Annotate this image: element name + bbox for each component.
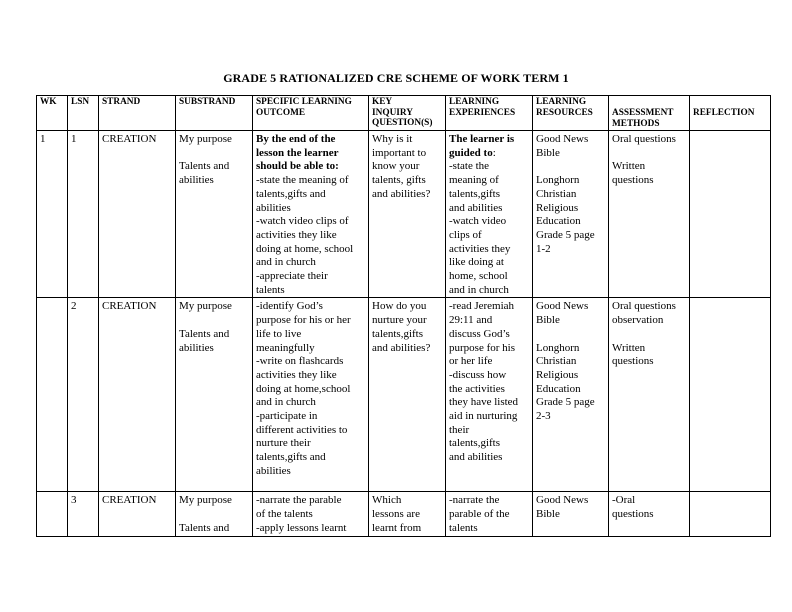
- cell-line: their: [449, 423, 470, 436]
- cell-line: questions: [612, 355, 654, 368]
- cell-line: activities they like: [256, 368, 337, 381]
- cell-line: 1-2: [536, 242, 551, 255]
- cell-assessment-methods: [609, 131, 690, 298]
- cell-strand: CREATION: [99, 298, 176, 492]
- cell-line: important to: [372, 146, 427, 159]
- header-reflection: REFLECTION: [690, 96, 771, 131]
- cell-line: Which: [372, 494, 402, 507]
- page-title: GRADE 5 RATIONALIZED CRE SCHEME OF WORK TERM 1: [223, 71, 569, 85]
- cell-line: the activities: [449, 382, 505, 395]
- header-text: SPECIFIC LEARNING: [256, 97, 352, 107]
- cell-line: Religious: [536, 368, 579, 381]
- cell-line: abilities: [179, 174, 214, 187]
- cell-line: My purpose: [179, 300, 232, 313]
- cell-wk: 1: [37, 131, 68, 298]
- cell-line: of the talents: [256, 508, 313, 521]
- cell-line: Education: [536, 382, 581, 395]
- cell-line: and abilities: [449, 201, 503, 214]
- cell-learning-resources: [533, 131, 609, 298]
- cell-line: observation: [612, 314, 664, 327]
- cell-line: learnt from: [372, 521, 422, 534]
- header-learning-experiences: [446, 96, 533, 131]
- cell-line: Grade 5 page: [536, 396, 595, 409]
- cell-learning-experiences: [446, 492, 533, 536]
- header-specific-learning-outcome: [253, 96, 369, 131]
- cell-learning-experiences: [446, 131, 533, 298]
- cell-line: activities they like: [256, 228, 337, 241]
- cell-line: Talents and: [179, 327, 230, 340]
- cell-line: -watch video clips of: [256, 215, 349, 228]
- cell-line: -Oral: [612, 494, 636, 507]
- table-row: [37, 131, 771, 298]
- header-text: OUTCOME: [256, 107, 306, 118]
- cell-line: The learner is: [449, 133, 515, 145]
- cell-learning-resources: [533, 298, 609, 492]
- header-learning-resources: [533, 96, 609, 131]
- cell-line: home, school: [449, 270, 508, 283]
- cell-learning-resources: [533, 492, 609, 536]
- cell-line: questions: [612, 174, 654, 187]
- cell-line: talents,gifts: [372, 327, 424, 340]
- cell-line: Oral questions: [612, 133, 676, 145]
- header-text: LEARNING: [449, 97, 500, 107]
- cell-bold-text: guided to: [449, 146, 493, 159]
- cell-assessment-methods: [609, 492, 690, 536]
- cell-line: Written: [612, 160, 646, 173]
- cell-line: lessons are: [372, 508, 420, 521]
- cell-specific-learning-outcome: [253, 298, 369, 492]
- cell-line: meaning of: [449, 174, 499, 187]
- header-text: QUESTION(S): [372, 118, 433, 129]
- cell-line: Good News: [536, 300, 589, 313]
- cell-line: Christian: [536, 187, 577, 200]
- header-text: METHODS: [612, 118, 660, 129]
- cell-line: -read Jeremiah: [449, 300, 515, 313]
- cell-line: 2-3: [536, 410, 551, 423]
- cell-line: talents: [449, 521, 478, 534]
- cell-line: abilities: [256, 201, 291, 214]
- cell-line: Written: [612, 341, 646, 354]
- cell-line: and in church: [256, 256, 316, 269]
- cell-line: [449, 147, 529, 161]
- cell-line: Longhorn: [536, 174, 580, 187]
- cell-line: How do you: [372, 300, 427, 313]
- cell-line: Bible: [536, 314, 560, 327]
- header-lsn: LSN: [68, 96, 99, 131]
- cell-line: abilities: [179, 341, 214, 354]
- header-row: [37, 96, 771, 131]
- cell-line: purpose for his or her: [256, 314, 351, 327]
- cell-line: -write on flashcards: [256, 355, 344, 368]
- cell-line: activities they: [449, 242, 511, 255]
- cell-key-inquiry-question: [369, 298, 446, 492]
- cell-line: talents,gifts and: [256, 451, 326, 464]
- cell-line: and in church: [449, 283, 509, 296]
- cell-line: and abilities?: [372, 187, 431, 200]
- cell-line: Good News: [536, 494, 589, 507]
- cell-line: Religious: [536, 201, 579, 214]
- cell-reflection: [690, 131, 771, 298]
- cell-line: like doing at: [449, 256, 504, 269]
- cell-reflection: [690, 492, 771, 536]
- header-key-inquiry-questions: [369, 96, 446, 131]
- cell-line: -identify God’s: [256, 300, 323, 313]
- header-assessment-methods: [609, 96, 690, 131]
- cell-line: meaningfully: [256, 341, 315, 354]
- cell-line: 29:11 and: [449, 314, 493, 327]
- cell-line: nurture your: [372, 314, 427, 327]
- header-text: INQUIRY: [372, 107, 413, 118]
- cell-line: -narrate the parable: [256, 494, 342, 507]
- cell-text: :: [492, 146, 496, 159]
- cell-line: talents, gifts: [372, 174, 426, 187]
- cell-substrand: [176, 492, 253, 536]
- cell-line: -participate in: [256, 410, 318, 423]
- cell-specific-learning-outcome: [253, 131, 369, 298]
- cell-line: they have listed: [449, 396, 519, 409]
- cell-line: -appreciate their: [256, 270, 328, 283]
- cell-line: Christian: [536, 355, 577, 368]
- cell-line: lesson the learner: [256, 146, 339, 159]
- cell-line: -state the: [449, 160, 490, 173]
- cell-line: nurture their: [256, 437, 311, 450]
- cell-substrand: [176, 298, 253, 492]
- header-text: LEARNING: [536, 97, 587, 107]
- cell-line: -discuss how: [449, 368, 507, 381]
- cell-line: discuss God’s: [449, 327, 510, 340]
- cell-line: questions: [612, 508, 654, 521]
- cell-line: different activities to: [256, 423, 348, 436]
- cell-line: Grade 5 page: [536, 228, 595, 241]
- cell-line: life to live: [256, 327, 302, 340]
- header-wk: WK: [37, 96, 68, 131]
- cell-line: and abilities: [449, 451, 503, 464]
- cell-line: or her life: [449, 355, 493, 368]
- cell-key-inquiry-question: [369, 492, 446, 536]
- cell-strand: CREATION: [99, 492, 176, 536]
- header-text: EXPERIENCES: [449, 107, 516, 118]
- cell-key-inquiry-question: [369, 131, 446, 298]
- table-row: [37, 298, 771, 492]
- cell-line: -state the meaning of: [256, 174, 349, 187]
- header-text: KEY: [372, 97, 393, 107]
- cell-learning-experiences: [446, 298, 533, 492]
- header-strand: STRAND: [99, 96, 176, 131]
- header-substrand: SUBSTRAND: [176, 96, 253, 131]
- cell-wk: [37, 298, 68, 492]
- cell-line: and abilities?: [372, 341, 431, 354]
- cell-substrand: [176, 131, 253, 298]
- header-text: RESOURCES: [536, 107, 593, 118]
- cell-line: Bible: [536, 508, 560, 521]
- cell-line: purpose for his: [449, 341, 515, 354]
- cell-line: know your: [372, 160, 420, 173]
- cell-line: talents,gifts and: [256, 187, 326, 200]
- cell-line: talents,gifts: [449, 437, 501, 450]
- cell-line: -narrate the: [449, 494, 500, 507]
- cell-line: Oral questions: [612, 300, 676, 313]
- cell-line: By the end of the: [256, 133, 336, 145]
- cell-line: Talents and: [179, 160, 230, 173]
- cell-line: talents,gifts: [449, 187, 501, 200]
- cell-strand: CREATION: [99, 131, 176, 298]
- cell-assessment-methods: [609, 298, 690, 492]
- cell-line: Bible: [536, 146, 560, 159]
- header-text: ASSESSMENT: [612, 108, 674, 118]
- cell-specific-learning-outcome: [253, 492, 369, 536]
- cell-line: talents: [256, 283, 285, 296]
- cell-lsn: 2: [68, 298, 99, 492]
- cell-line: -watch video: [449, 215, 507, 228]
- cell-line: doing at home, school: [256, 242, 354, 255]
- cell-line: Talents and: [179, 521, 230, 534]
- cell-line: Education: [536, 215, 581, 228]
- cell-reflection: [690, 298, 771, 492]
- cell-line: parable of the: [449, 508, 510, 521]
- cell-line: clips of: [449, 228, 482, 241]
- cell-line: Longhorn: [536, 341, 580, 354]
- scheme-of-work-table: [36, 95, 771, 537]
- cell-line: Good News: [536, 133, 589, 145]
- cell-wk: [37, 492, 68, 536]
- cell-line: Why is it: [372, 133, 413, 145]
- cell-line: My purpose: [179, 494, 232, 507]
- cell-line: -apply lessons learnt: [256, 521, 347, 534]
- cell-line: aid in nurturing: [449, 410, 518, 423]
- cell-line: should be able to:: [256, 160, 339, 173]
- cell-lsn: 3: [68, 492, 99, 536]
- cell-line: My purpose: [179, 133, 232, 145]
- cell-line: abilities: [256, 464, 291, 477]
- cell-lsn: 1: [68, 131, 99, 298]
- cell-line: and in church: [256, 396, 316, 409]
- table-row: [37, 492, 771, 536]
- cell-line: doing at home,school: [256, 382, 351, 395]
